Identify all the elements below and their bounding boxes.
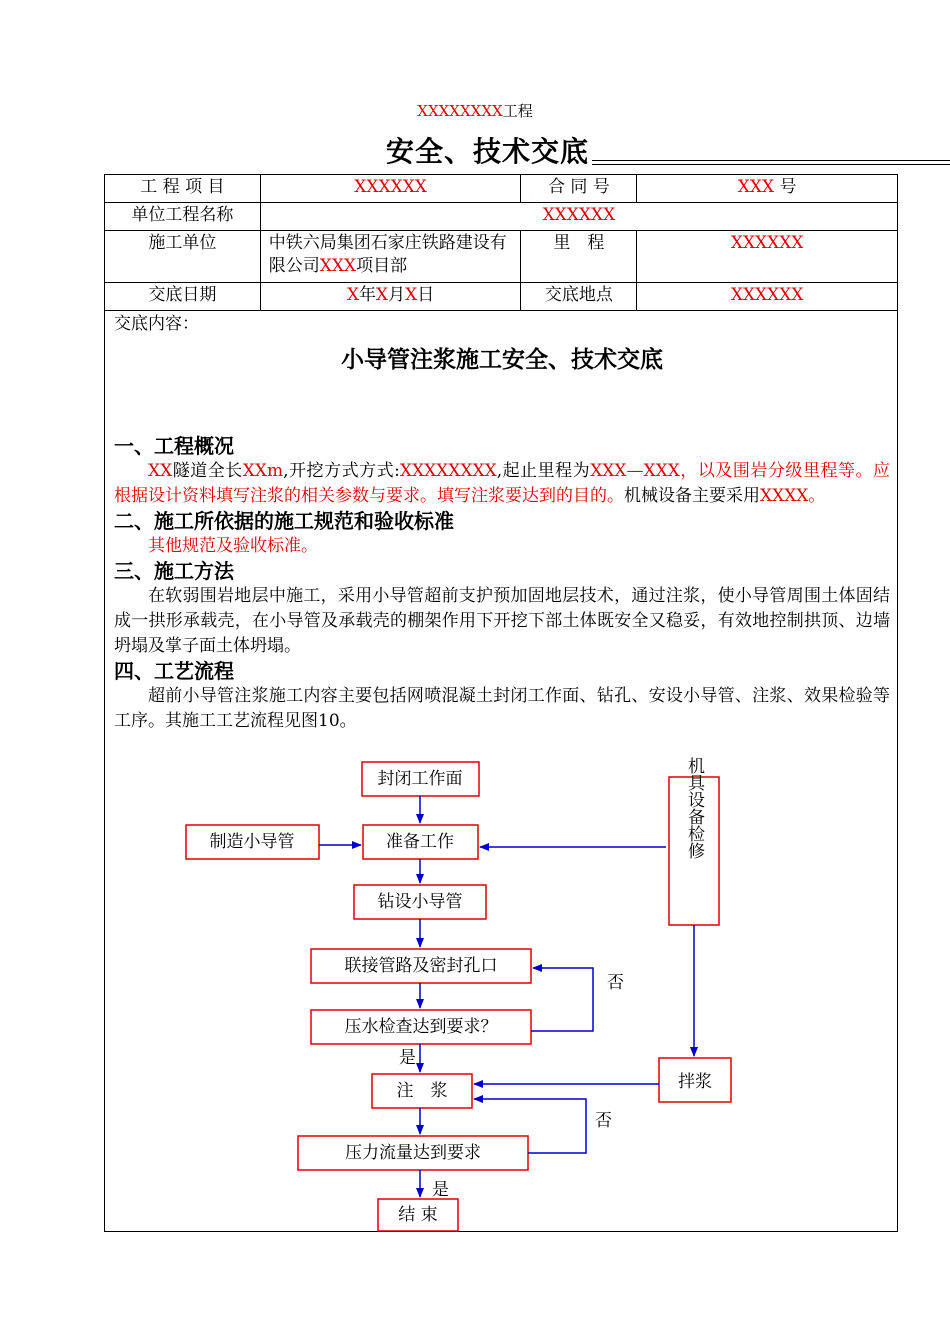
flow-label-make: 制造小导管	[209, 832, 295, 852]
value-unit-project: XXXXXX	[260, 203, 897, 231]
content-subtitle: 小导管注浆施工安全、技术交底	[341, 346, 663, 373]
section-paragraph: XX隧道全长XXm,开挖方式方式:XXXXXXXX,起止里程为XXX—XXX，以及围岩分级里程等。应根据设计资料填写注浆的相关参数与要求。填写注浆要达到的目的。机械设备主要采用XXXX。	[114, 461, 890, 506]
contract-suffix: 号	[779, 177, 797, 197]
contractor-code: XXX	[319, 256, 357, 276]
date-day: X	[405, 285, 418, 305]
contract-number: XXX	[737, 177, 775, 197]
label-project: 工 程 项 目	[105, 175, 261, 203]
flow-label-machine: 机具设备检修	[684, 757, 704, 859]
flow-label-end: 结 束	[398, 1205, 438, 1225]
branch-label-no: 否	[595, 1111, 612, 1131]
flow-label-grout: 注 浆	[396, 1081, 448, 1101]
section-heading: 二、施工所依据的施工规范和验收标准	[114, 509, 454, 533]
label-mileage: 里 程	[521, 231, 637, 283]
content-label: 交底内容：	[114, 314, 199, 334]
section-heading: 一、工程概况	[114, 434, 234, 458]
flow-label-pressure: 压力流量达到要求	[345, 1143, 481, 1163]
date-month-unit: 月	[388, 285, 406, 305]
value-project: XXXXXX	[260, 175, 521, 203]
flow-label-prepare: 准备工作	[386, 832, 454, 852]
section-heading: 三、施工方法	[114, 559, 234, 583]
value-mileage: XXXXXX	[637, 231, 898, 283]
flow-label-mix: 拌浆	[678, 1072, 712, 1092]
project-prefix: XXXXXXXX	[417, 102, 503, 120]
label-contract: 合 同 号	[521, 175, 637, 203]
flow-label-connect: 联接管路及密封孔口	[344, 956, 498, 976]
branch-label-no: 否	[607, 973, 624, 993]
flow-label-seal: 封闭工作面	[377, 769, 463, 789]
section-heading: 四、工艺流程	[114, 659, 234, 683]
section-paragraph: 超前小导管注浆施工内容主要包括网喷混凝土封闭工作面、钻孔、安设小导管、注浆、效果检验等工序。其施工工艺流程见图10。	[114, 686, 890, 731]
date-day-unit: 日	[417, 285, 435, 305]
label-location: 交底地点	[521, 283, 637, 311]
section-paragraph: 在软弱围岩地层中施工，采用小导管超前支护预加固地层技术，通过注浆，使小导管周围土体固结成一拱形承载壳，在小导管及承载壳的棚架作用下开挖下部土体既安全又稳妥，有效地控制拱顶、边墙坍塌及掌子面土体坍塌。	[114, 586, 890, 656]
date-year: X	[346, 285, 360, 305]
project-suffix: 工程	[502, 102, 533, 120]
page-title: 安全、技术交底	[385, 135, 589, 168]
flow-label-drill: 钻设小导管	[377, 892, 463, 912]
date-year-unit: 年	[359, 285, 377, 305]
branch-label-yes: 是	[399, 1048, 416, 1068]
branch-label-yes: 是	[432, 1180, 449, 1200]
contractor-dept: 项目部	[356, 256, 408, 276]
section-paragraph: 其他规范及验收标准。	[148, 536, 318, 556]
value-location: XXXXXX	[637, 283, 898, 311]
label-unit-project: 单位工程名称	[105, 203, 261, 231]
contractor-name: 中铁六局集团石家庄铁路建设有限公司	[268, 233, 507, 276]
loop-arrow-no	[531, 968, 593, 1031]
flow-label-water-test: 压水检查达到要求？	[344, 1017, 498, 1037]
label-date: 交底日期	[105, 283, 261, 311]
label-contractor: 施工单位	[105, 231, 261, 283]
date-month: X	[376, 285, 389, 305]
